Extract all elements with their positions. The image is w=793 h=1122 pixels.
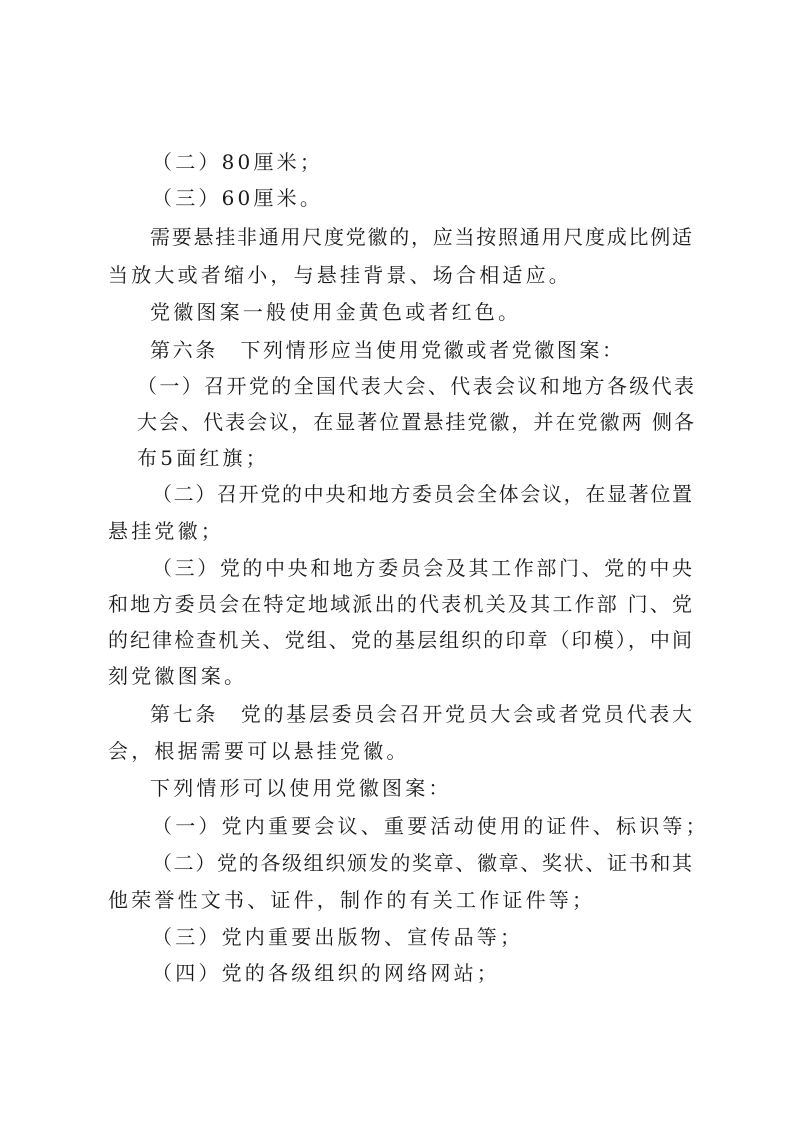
text-line: 悬挂党徽； (108, 519, 224, 543)
text-line: 刻党徽图案。 (108, 664, 248, 688)
text-line: （二）80厘米； (152, 150, 324, 174)
text-line: 下列情形可以使用党徽图案： (150, 776, 452, 800)
text-line: （四）党的各级组织的网络网站； (152, 961, 500, 985)
text-line: 党徽图案一般使用金黄色或者红色。 (150, 300, 522, 324)
text-line: （二）召开党的中央和地方委员会全体会议，在显著位置 (152, 482, 692, 506)
text-line: 他荣誉性文书、证件，制作的有关工作证件等； (108, 888, 596, 912)
text-line: （二）党的各级组织颁发的奖章、徽章、奖状、证书和其 (152, 851, 692, 875)
text-line: （三）党内重要出版物、宣传品等； (152, 925, 524, 949)
text-line: 第六条 下列情形应当使用党徽或者党徽图案： (150, 338, 625, 362)
text-line: 布5面红旗； (137, 446, 269, 470)
text-line: 需要悬挂非通用尺度党徽的，应当按照通用尺度成比例适 (150, 225, 692, 249)
text-line: （一）召开党的全国代表大会、代表会议和地方各级代表 (137, 374, 694, 398)
text-line: （一）党内重要会议、重要活动使用的证件、标识等； (152, 814, 709, 838)
text-line: 会，根据需要可以悬挂党徽。 (108, 739, 410, 763)
text-line: 大会、代表会议，在显著位置悬挂党徽，并在党徽两 侧各 (137, 410, 694, 434)
text-line: 和地方委员会在特定地域派出的代表机关及其工作部 门、党 (108, 592, 692, 616)
text-line: 的纪律检查机关、党组、党的基层组织的印章（印模），中间 (108, 628, 692, 652)
text-line: （三）党的中央和地方委员会及其工作部门、党的中央 (152, 556, 692, 580)
text-line: 当放大或者缩小，与悬挂背景、场合相适应。 (108, 263, 572, 287)
text-line: （三）60厘米。 (152, 186, 324, 210)
text-line: 第七条 党的基层委员会召开党员大会或者党员代表大 (150, 702, 692, 726)
